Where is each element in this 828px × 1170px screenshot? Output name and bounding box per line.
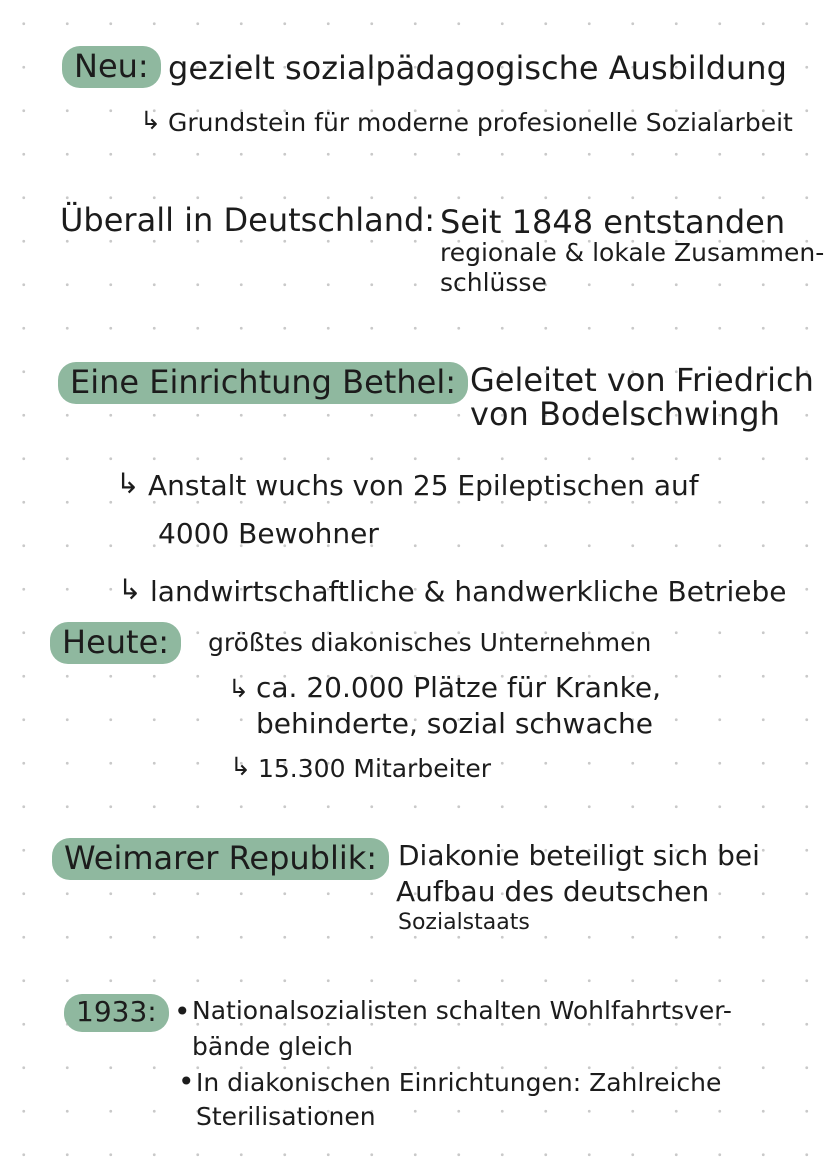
heute-sub-1-line-2: behinderte, sozial schwache <box>256 707 653 740</box>
bethel-arrow-1: ↳ <box>116 467 140 500</box>
heading-1933: 1933: <box>64 994 169 1032</box>
1933-item-2-line-1: In diakonischen Einrichtungen: Zahlreiche <box>196 1068 722 1097</box>
bullet-dot-1: • <box>174 995 191 1028</box>
heading-ueberall: Überall in Deutschland: <box>60 201 436 239</box>
heute-text: größtes diakonisches Unternehmen <box>208 628 652 657</box>
heute-arrow-1: ↳ <box>228 674 249 703</box>
bethel-bullet-1-line-1: Anstalt wuchs von 25 Epileptischen auf <box>148 469 699 502</box>
bethel-arrow-2: ↳ <box>118 573 142 606</box>
neu-subtext: Grundstein für moderne profesionelle Sozialarbeit <box>168 108 793 137</box>
1933-item-1-line-1: Nationalsozialisten schalten Wohlfahrtsver- <box>192 996 732 1025</box>
heute-sub-1-line-1: ca. 20.000 Plätze für Kranke, <box>256 671 661 704</box>
heute-arrow-2: ↳ <box>230 752 251 781</box>
heading-weimar: Weimarer Republik: <box>52 838 389 880</box>
1933-item-2-line-2: Sterilisationen <box>196 1102 376 1131</box>
ueberall-line-3: schlüsse <box>440 268 547 297</box>
ueberall-line-2: regionale & lokale Zusammen- <box>440 238 825 267</box>
bethel-bullet-1-line-2: 4000 Bewohner <box>158 517 379 550</box>
weimar-line-3: Sozialstaats <box>398 910 530 935</box>
heading-neu: Neu: <box>62 46 161 88</box>
weimar-line-2: Aufbau des deutschen <box>396 875 710 908</box>
weimar-line-1: Diakonie beteiligt sich bei <box>398 839 760 872</box>
neu-text: gezielt sozialpädagogische Ausbildung <box>168 49 787 87</box>
ueberall-line-1: Seit 1848 entstanden <box>440 203 786 241</box>
1933-item-1-line-2: bände gleich <box>192 1032 353 1061</box>
bethel-line-1: Geleitet von Friedrich <box>470 361 814 399</box>
heading-heute: Heute: <box>50 622 181 664</box>
heute-sub-2: 15.300 Mitarbeiter <box>258 754 491 783</box>
bethel-bullet-2: landwirtschaftliche & handwerkliche Betriebe <box>150 575 787 608</box>
bethel-line-2: von Bodelschwingh <box>470 395 780 433</box>
neu-arrow: ↳ <box>140 106 161 135</box>
bullet-dot-2: • <box>178 1065 195 1098</box>
heading-bethel: Eine Einrichtung Bethel: <box>58 362 468 404</box>
